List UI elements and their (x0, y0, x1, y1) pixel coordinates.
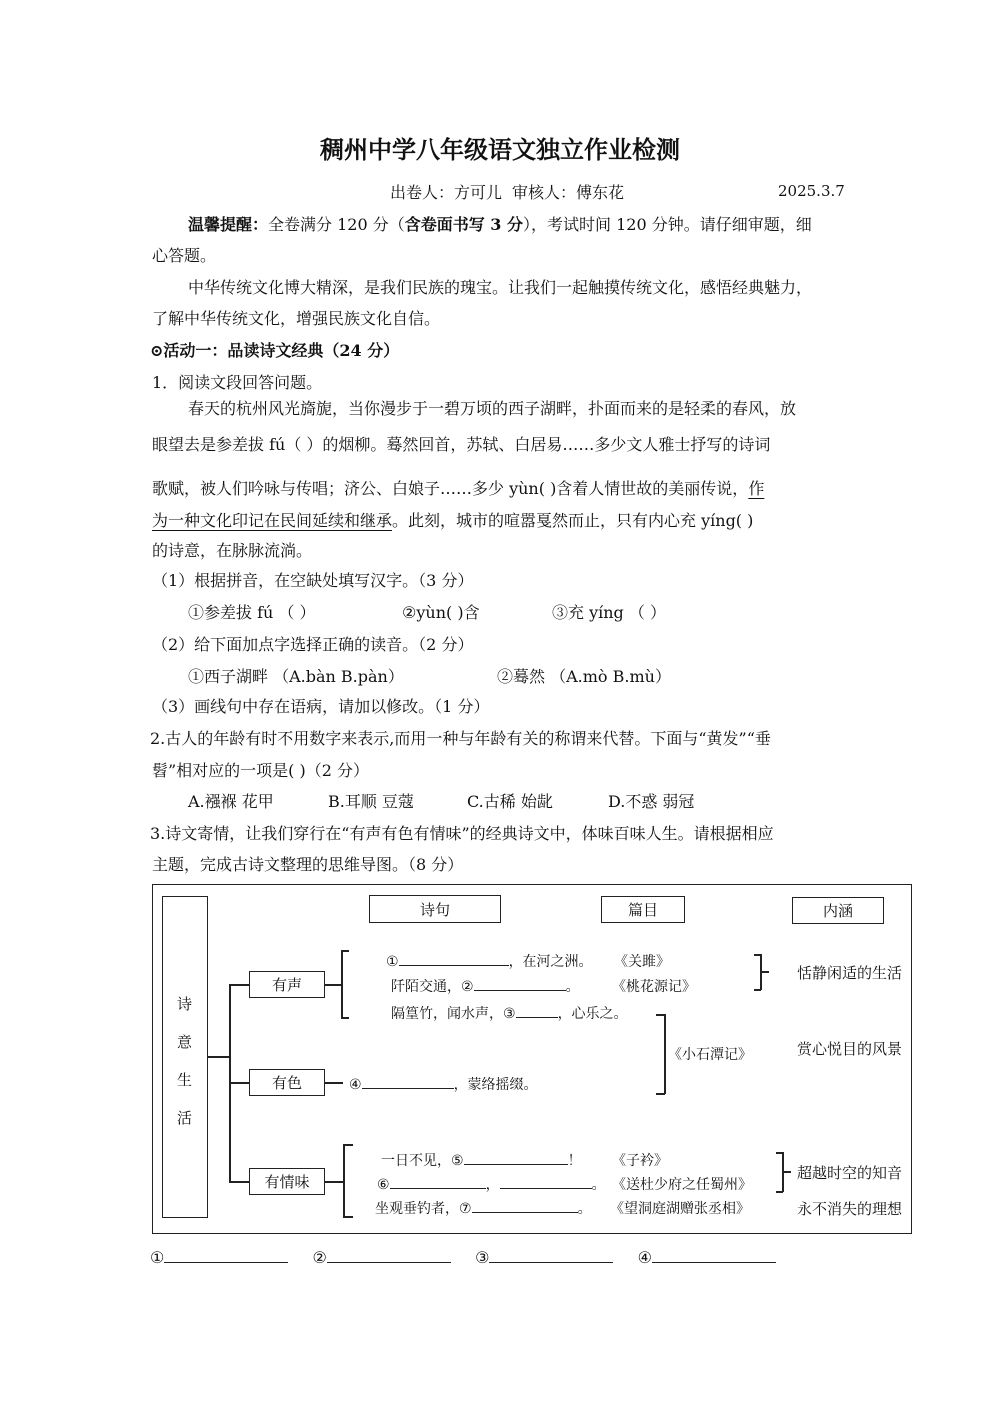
answer-label: ② (312, 1248, 327, 1267)
bracket (776, 1152, 783, 1154)
bracket (776, 1191, 783, 1193)
poem-title: 《望洞庭湖赠张丞相》 (610, 1201, 750, 1217)
q1-passage-3 (152, 476, 764, 499)
q1-passage-5: 的诗意，在脉脉流淌。 (152, 541, 313, 560)
q1-sub1-item: ②yùn( )含 (402, 603, 480, 622)
q1-sub2: （2）给下面加点字选择正确的读音。（2 分） (152, 635, 474, 654)
answer-line-3[interactable] (489, 1248, 613, 1263)
verse-text: ，在河之洲。 (508, 954, 593, 970)
connector (229, 984, 249, 986)
meaning-2: 赏心悦目的风景 (797, 1040, 903, 1058)
root-char: 诗 (177, 995, 193, 1013)
tip-bold: 含卷面书写 3 分 (404, 215, 524, 234)
branch-feeling: 有情味 (249, 1168, 325, 1195)
root-char: 意 (177, 1033, 193, 1051)
verse-text: ，蒙络摇缀。 (453, 1077, 538, 1093)
q1-sub2-item: ②蓦然 （A.mò B.mù） (497, 667, 671, 686)
header-title: 篇目 (601, 896, 685, 923)
q1-passage-2: 眼望去是参差拔 fú（ ）的烟柳。蓦然回首，苏轼、白居易……多少文人雅士抒写的诗词 (152, 435, 771, 454)
answer-blank-2[interactable] (474, 976, 566, 991)
q2-option-b: B.耳顺 豆蔻 (328, 792, 414, 811)
connector (325, 1082, 343, 1084)
tip-line-2: 心答题。 (152, 246, 217, 265)
blank-label: 坐观垂钓者，⑦ (375, 1201, 472, 1217)
q1-sub2-item: ①西子湖畔 （A.bàn B.pàn） (188, 667, 404, 686)
tip-text: 全卷满分 120 分（ (268, 215, 405, 234)
answer-line-2[interactable] (327, 1248, 451, 1263)
bracket (664, 1014, 666, 1094)
connector (229, 1181, 249, 1183)
answer-line-4[interactable] (652, 1248, 776, 1263)
q1-passage-3a: 歌赋，被人们吟咏与传唱；济公、白娘子……多少 yùn( )含着人情世故的美丽传说， (152, 479, 749, 498)
verse-text: 。 (565, 979, 580, 995)
bracket (754, 954, 761, 956)
feel-line-2 (377, 1174, 606, 1194)
answer-blank-6b[interactable] (500, 1174, 592, 1189)
poem-title: 《关雎》 (614, 954, 670, 970)
bracket (341, 950, 343, 1018)
sound-line-1 (386, 951, 593, 971)
blank-label: 一日不见，⑤ (381, 1153, 464, 1169)
meaning-3: 超越时空的知音 (797, 1164, 903, 1182)
feel-line-3 (375, 1198, 592, 1218)
bracket (656, 1014, 665, 1016)
answer-label: ① (150, 1248, 165, 1267)
q3-line-2: 主题，完成古诗文整理的思维导图。（8 分） (152, 855, 464, 874)
activity-heading: ⊙活动一：品读诗文经典（24 分） (150, 341, 400, 360)
q1-sub1-item: ③充 yíng （ ） (552, 603, 666, 622)
meaning-4: 永不消失的理想 (797, 1200, 903, 1218)
q2-line-1: 2.古人的年龄有时不用数字来表示,而用一种与年龄有关的称谓来代替。下面与“黄发”“垂 (150, 729, 771, 748)
verse-text: 。 (591, 1177, 606, 1193)
bracket (761, 971, 769, 973)
connector (325, 1181, 343, 1183)
reviewer: 审核人：傅东花 (512, 183, 625, 202)
connector (229, 1082, 249, 1084)
sound-line-2 (391, 976, 580, 996)
answer-row (150, 1248, 776, 1267)
color-line (349, 1074, 538, 1094)
blank-label: 阡陌交通，② (391, 979, 474, 995)
answer-line-1[interactable] (164, 1248, 288, 1263)
answer-blank-4[interactable] (362, 1074, 454, 1089)
q1-passage-1: 春天的杭州风光旖旎，当你漫步于一碧万顷的西子湖畔，扑面而来的是轻柔的春风，放 (188, 399, 797, 418)
bracket (783, 1171, 791, 1173)
answer-blank-3[interactable] (516, 1003, 558, 1018)
q2-option-c: C.古稀 始龀 (467, 792, 553, 811)
q1-sub1-item: ①参差拔 fú （ ） (188, 603, 316, 622)
bracket (343, 1144, 353, 1146)
tip-text-2: ），考试时间 120 分钟。请仔细审题，细 (523, 215, 812, 234)
q1-passage-4b: 。此刻，城市的喧嚣戛然而止，只有内心充 yíng( ) (392, 511, 754, 530)
answer-blank-5[interactable] (464, 1150, 568, 1165)
connector (325, 984, 341, 986)
poem-title: 《送杜少府之任蜀州》 (612, 1177, 752, 1193)
poem-title: 《小石潭记》 (668, 1047, 752, 1063)
answer-blank-6a[interactable] (390, 1174, 486, 1189)
answer-label: ④ (637, 1248, 652, 1267)
intro-line-1: 中华传统文化博大精深，是我们民族的瑰宝。让我们一起触摸传统文化，感悟经典魅力， (188, 278, 813, 297)
verse-text: ！ (567, 1153, 582, 1169)
answer-blank-1[interactable] (399, 951, 509, 966)
blank-label: 隔篁竹，闻水声，③ (391, 1006, 516, 1022)
branch-color: 有色 (249, 1069, 325, 1096)
mindmap-root (162, 896, 208, 1218)
header-meaning: 内涵 (792, 897, 884, 924)
page-title: 稠州中学八年级语文独立作业检测 (320, 135, 680, 164)
intro-line-2: 了解中华传统文化，增强民族文化自信。 (152, 309, 441, 328)
q1-underlined-start: 作 (748, 479, 765, 498)
poem-title: 《子衿》 (612, 1153, 668, 1169)
bracket (343, 1216, 353, 1218)
blank-label: ④ (349, 1077, 362, 1093)
poem-title: 《桃花源记》 (612, 979, 696, 995)
bracket (343, 1144, 345, 1217)
verse-text: 。 (577, 1201, 592, 1217)
header-verse: 诗句 (369, 895, 501, 923)
tip-label: 温馨提醒： (188, 215, 269, 234)
q1-sub1: （1）根据拼音，在空缺处填写汉字。（3 分） (152, 571, 474, 590)
q1-underlined-sentence: 为一种文化印记在民间延续和继承 (152, 511, 393, 530)
q2-line-2: 髫”相对应的一项是( )（2 分） (152, 761, 370, 780)
exam-date: 2025.3.7 (778, 182, 845, 200)
blank-label: ⑥ (377, 1177, 390, 1193)
bracket (656, 1093, 665, 1095)
q3-line-1: 3.诗文寄情，让我们穿行在“有声有色有情味”的经典诗文中，体味百味人生。请根据相应 (150, 824, 774, 843)
q1-sub3: （3）画线句中存在语病，请加以修改。（1 分） (152, 697, 490, 716)
tip-line (188, 212, 812, 235)
bracket (341, 1017, 349, 1019)
sound-line-3 (391, 1003, 628, 1023)
answer-blank-7[interactable] (472, 1198, 578, 1213)
q1-passage-4 (152, 508, 753, 531)
author: 出卷人：方可儿 (390, 183, 503, 202)
root-char: 生 (177, 1071, 193, 1089)
q2-option-a: A.襁褓 花甲 (188, 792, 274, 811)
bracket (341, 950, 349, 952)
feel-line-1 (381, 1150, 582, 1170)
q2-option-d: D.不惑 弱冠 (608, 792, 695, 811)
branch-sound: 有声 (249, 971, 325, 998)
verse-text: ， (485, 1177, 500, 1193)
blank-label: ① (386, 954, 399, 970)
verse-text: ，心乐之。 (557, 1006, 628, 1022)
connector (208, 1056, 230, 1058)
bracket (754, 989, 761, 991)
root-char: 活 (177, 1109, 193, 1127)
q1-stem: 1．阅读文段回答问题。 (152, 373, 323, 392)
answer-label: ③ (475, 1248, 490, 1267)
meaning-1: 恬静闲适的生活 (797, 964, 903, 982)
